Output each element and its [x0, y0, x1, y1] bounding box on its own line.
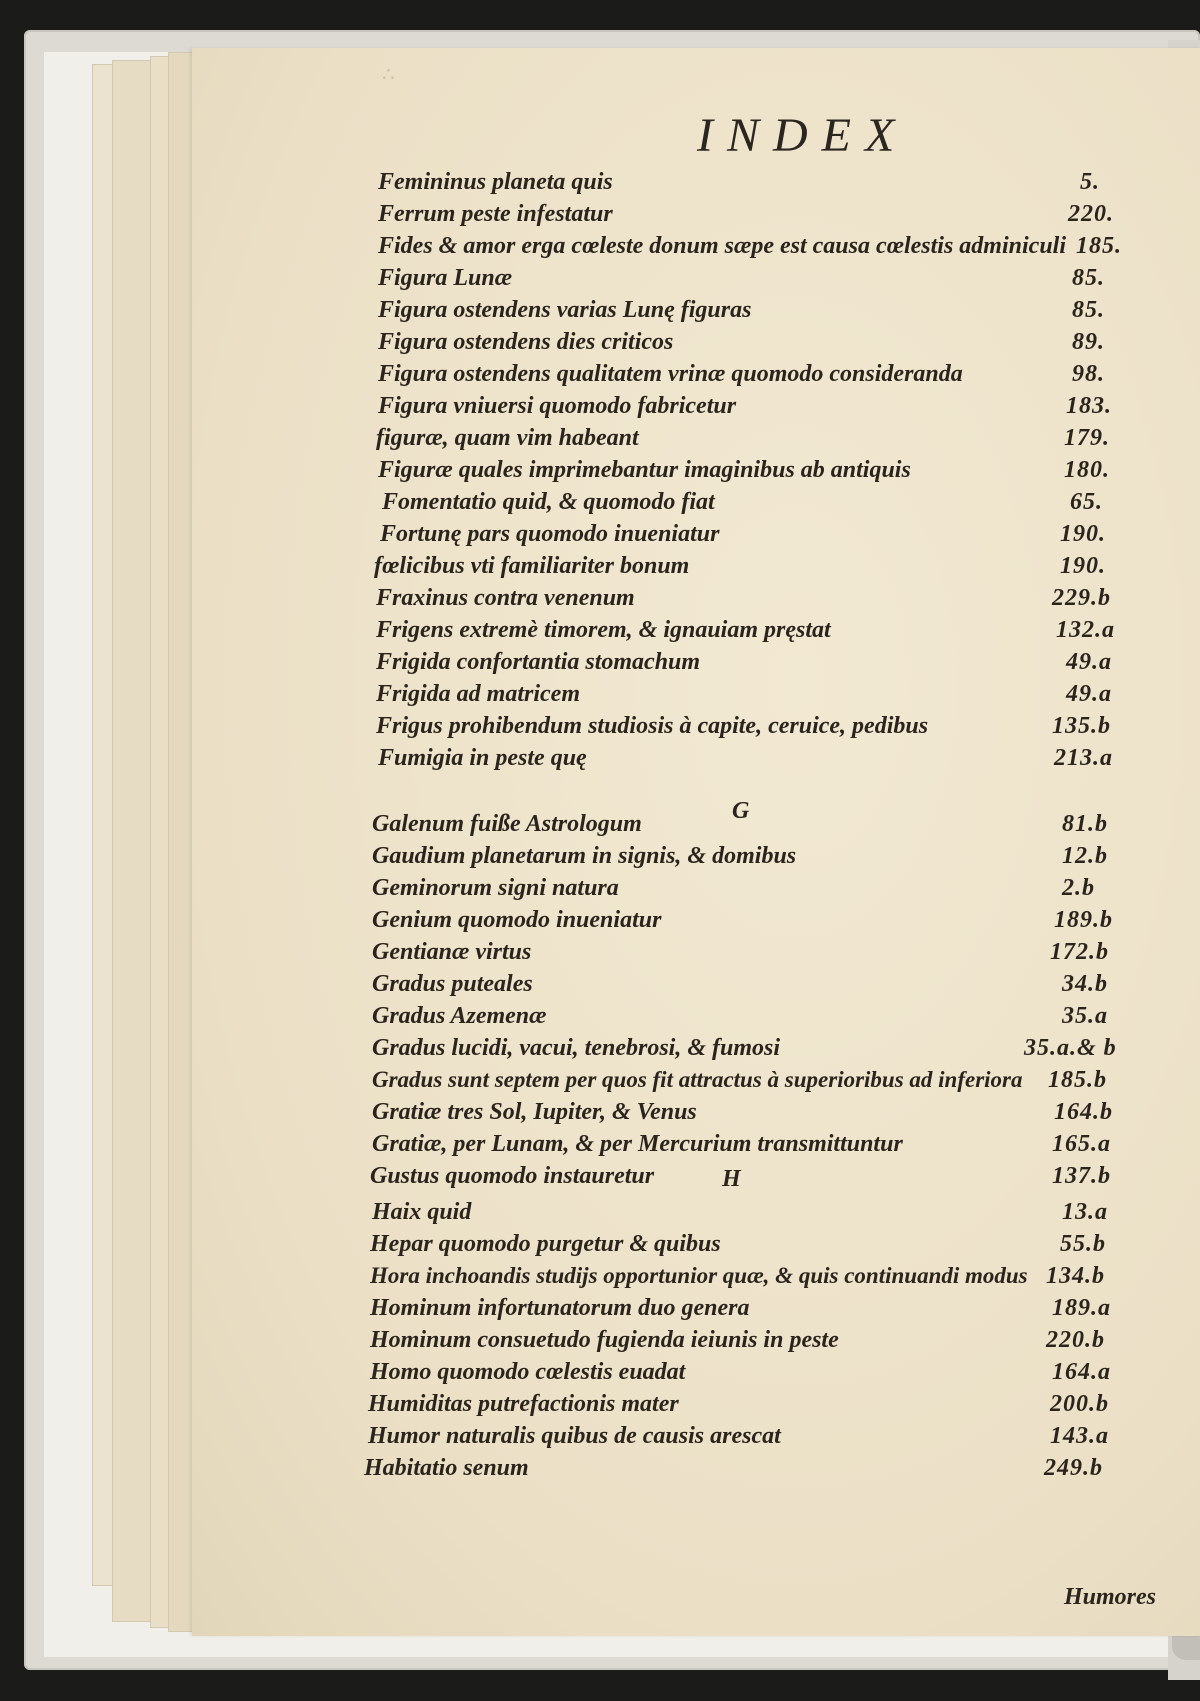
index-entry — [192, 872, 1200, 904]
index-entry — [192, 1032, 1200, 1064]
entry-text: Gradus sunt septem per quos fit attractus à superioribus ad inferiora — [372, 1067, 1023, 1092]
entry-text: Fraxinus contra venenum — [376, 585, 635, 611]
index-entry — [192, 904, 1200, 936]
ink-stain: ∴ — [382, 62, 395, 86]
entry-text: Genium quomodo inueniatur — [372, 907, 662, 933]
index-entry — [192, 1292, 1200, 1324]
entry-page-ref: 35.a — [1062, 1003, 1108, 1029]
entry-text: Habitatio senum — [364, 1455, 529, 1481]
entry-text: Hominum infortunatorum duo genera — [370, 1295, 750, 1321]
entry-page-ref: 55.b — [1060, 1231, 1106, 1257]
index-entry — [192, 390, 1200, 422]
entry-text: fœlicibus vti familiariter bonum — [374, 553, 690, 579]
entry-page-ref: 134.b — [1046, 1263, 1105, 1289]
entry-page-ref: 49.a — [1066, 649, 1112, 675]
index-entry — [192, 1228, 1200, 1260]
entry-page-ref: 185. — [1076, 233, 1122, 259]
index-entry — [192, 550, 1200, 582]
entry-text: Gentianæ virtus — [372, 939, 532, 965]
entry-page-ref: 165.a — [1052, 1131, 1111, 1157]
entry-page-ref: 220. — [1068, 201, 1114, 227]
entry-text: Gradus puteales — [372, 971, 533, 997]
entry-page-ref: 132.a — [1056, 617, 1115, 643]
entry-page-ref: 135.b — [1052, 713, 1111, 739]
entry-text: Haix quid — [372, 1199, 472, 1225]
index-entry — [192, 358, 1200, 390]
index-entry — [192, 808, 1200, 840]
index-entry — [192, 742, 1200, 774]
entry-text: Fomentatio quid, & quomodo fiat — [382, 489, 715, 515]
entry-text: Galenum fuiße Astrologum — [372, 811, 642, 837]
index-entry — [192, 710, 1200, 742]
entry-page-ref: 249.b — [1044, 1455, 1103, 1481]
entry-page-ref: 5. — [1080, 169, 1100, 195]
entry-text: Frigida confortantia stomachum — [376, 649, 701, 675]
index-entry — [192, 486, 1200, 518]
index-entry — [192, 1260, 1200, 1292]
entry-text: Hora inchoandis studijs opportunior quæ, & quis continuandi modus — [370, 1263, 1028, 1288]
entry-page-ref: 164.a — [1052, 1359, 1111, 1385]
entry-text: Frigens extremè timorem, & ignauiam pręstat — [376, 617, 831, 643]
entry-text: Homo quomodo cœlestis euadat — [370, 1359, 686, 1385]
entry-page-ref: 190. — [1060, 553, 1106, 579]
entry-page-ref: 65. — [1070, 489, 1103, 515]
section-letter-h: H — [722, 1166, 741, 1192]
index-entry — [192, 1452, 1200, 1484]
index-entry — [192, 518, 1200, 550]
index-entry — [192, 1096, 1200, 1128]
entry-text: Fides & amor erga cœleste donum sæpe est causa cœlestis adminiculi — [378, 233, 1066, 259]
page-title: INDEX — [697, 109, 909, 162]
catchword: Humores — [1064, 1584, 1157, 1610]
index-entry — [192, 198, 1200, 230]
entry-page-ref: 13.a — [1062, 1199, 1108, 1225]
entry-page-ref: 143.a — [1050, 1423, 1109, 1449]
entry-page-ref: 89. — [1072, 329, 1105, 355]
entry-text: Figura ostendens varias Lunę figuras — [378, 297, 752, 323]
entry-page-ref: 185.b — [1048, 1067, 1107, 1093]
index-entry — [192, 262, 1200, 294]
entry-page-ref: 180. — [1064, 457, 1110, 483]
section-letter-g: G — [732, 798, 750, 824]
entry-page-ref: 190. — [1060, 521, 1106, 547]
entry-text: Ferrum peste infestatur — [378, 201, 613, 227]
index-entry — [192, 1324, 1200, 1356]
entry-text: Femininus planeta quis — [378, 169, 613, 195]
entry-page-ref: 164.b — [1054, 1099, 1113, 1125]
entry-text: Humiditas putrefactionis mater — [368, 1391, 679, 1417]
entry-page-ref: 81.b — [1062, 811, 1108, 837]
entry-page-ref: 189.a — [1052, 1295, 1111, 1321]
entry-text: Frigida ad matricem — [376, 681, 580, 707]
index-entry — [192, 936, 1200, 968]
entry-text: Geminorum signi natura — [372, 875, 619, 901]
index-entry — [192, 1128, 1200, 1160]
index-entry — [192, 840, 1200, 872]
entry-text: Figura ostendens dies criticos — [378, 329, 674, 355]
index-entry — [192, 1388, 1200, 1420]
entry-page-ref: 220.b — [1046, 1327, 1105, 1353]
entry-text: Gustus quomodo instauretur — [370, 1163, 655, 1189]
entry-text: Figura Lunæ — [378, 265, 513, 291]
entry-text: Gradus lucidi, vacui, tenebrosi, & fumosi — [372, 1035, 781, 1061]
entry-page-ref: 137.b — [1052, 1163, 1111, 1189]
entry-page-ref: 98. — [1072, 361, 1105, 387]
index-entry — [192, 326, 1200, 358]
index-entry — [192, 582, 1200, 614]
entry-text: Hepar quomodo purgetur & quibus — [370, 1231, 721, 1257]
entry-page-ref: 35.a.& b — [1024, 1035, 1117, 1061]
index-entry — [192, 678, 1200, 710]
entry-text: Figura ostendens qualitatem vrinæ quomodo consideranda — [378, 361, 963, 387]
entry-text: Figura vniuersi quomodo fabricetur — [378, 393, 737, 419]
entry-page-ref: 189.b — [1054, 907, 1113, 933]
entry-page-ref: 2.b — [1062, 875, 1095, 901]
entry-page-ref: 179. — [1064, 425, 1110, 451]
entry-page-ref: 34.b — [1062, 971, 1108, 997]
index-entry — [192, 614, 1200, 646]
entry-page-ref: 172.b — [1050, 939, 1109, 965]
index-entry — [192, 1000, 1200, 1032]
index-entry — [192, 294, 1200, 326]
entry-page-ref: 229.b — [1052, 585, 1111, 611]
entry-page-ref: 85. — [1072, 265, 1105, 291]
index-entry — [192, 422, 1200, 454]
entry-text: Fortunę pars quomodo inueniatur — [380, 521, 720, 547]
index-entry — [192, 1160, 1200, 1192]
book-page — [192, 48, 1200, 1636]
index-entry — [192, 1356, 1200, 1388]
entry-text: Gradus Azemenæ — [372, 1003, 547, 1029]
entry-text: Hominum consuetudo fugienda ieiunis in peste — [370, 1327, 839, 1353]
entry-page-ref: 49.a — [1066, 681, 1112, 707]
entry-page-ref: 213.a — [1054, 745, 1113, 771]
entry-text: Frigus prohibendum studiosis à capite, ceruice, pedibus — [376, 713, 929, 739]
index-entry — [192, 1420, 1200, 1452]
index-entry — [192, 166, 1200, 198]
entry-page-ref: 85. — [1072, 297, 1105, 323]
entry-text: Figuræ quales imprimebantur imaginibus ab antiquis — [378, 457, 911, 483]
entry-text: Gratiæ, per Lunam, & per Mercurium transmittuntur — [372, 1131, 903, 1157]
index-entry — [192, 968, 1200, 1000]
index-entry — [192, 230, 1200, 262]
entry-text: Fumigia in peste quę — [378, 745, 587, 771]
entry-text: Humor naturalis quibus de causis arescat — [368, 1423, 781, 1449]
index-entry — [192, 1064, 1200, 1096]
index-entry — [192, 454, 1200, 486]
entry-page-ref: 183. — [1066, 393, 1112, 419]
entry-text: Gaudium planetarum in signis, & domibus — [372, 843, 797, 869]
entry-text: figuræ, quam vim habeant — [376, 425, 639, 451]
index-entry — [192, 1196, 1200, 1228]
index-entry — [192, 646, 1200, 678]
entry-text: Gratiæ tres Sol, Iupiter, & Venus — [372, 1099, 697, 1125]
entry-page-ref: 200.b — [1050, 1391, 1109, 1417]
entry-page-ref: 12.b — [1062, 843, 1108, 869]
